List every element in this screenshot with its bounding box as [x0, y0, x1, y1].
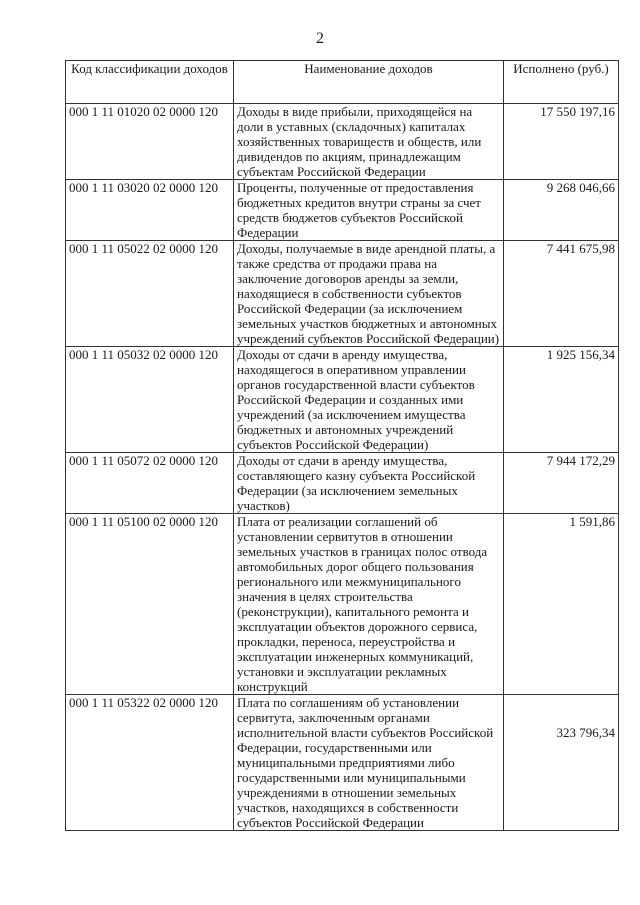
row-name: Доходы в виде прибыли, приходящейся на доли в уставных (складочных) капиталах хозяйственных товариществ и обществ, или дивидендов по акциям, принадлежащим субъектам Российской Федерации	[234, 104, 504, 180]
row-name: Доходы от сдачи в аренду имущества, составляющего казну субъекта Российской Федерации (за исключением земельных участков)	[234, 453, 504, 514]
row-code: 000 1 11 01020 02 0000 120	[66, 104, 234, 180]
header-name: Наименование доходов	[234, 61, 504, 104]
table-row	[66, 453, 619, 514]
table-row	[66, 695, 619, 831]
table-row	[66, 241, 619, 347]
table-row	[66, 514, 619, 695]
row-name: Плата по соглашениям об установлении сервитута, заключенным органами исполнительной власти субъектов Российской Федерации, государственными или муниципальными предприятиями либо государственными или муниципальными учреждениями в отношении земельных участков, находящихся в собственности субъектов Российской Федерации	[234, 695, 504, 831]
row-name: Доходы от сдачи в аренду имущества, находящегося в оперативном управлении органов государственной власти субъектов Российской Федерации и созданных ими учреждений (за исключением имущества бюджетных и автономных учреждений субъектов Российской Федерации)	[234, 347, 504, 453]
table-row	[66, 104, 619, 180]
row-sum: 7 441 675,98	[504, 241, 619, 347]
row-name: Доходы, получаемые в виде арендной платы, а также средства от продажи права на заключение договоров аренды за земли, находящиеся в собственности субъектов Российской Федерации (за исключением земельных участков бюджетных и автономных учреждений субъектов Российской Федерации)	[234, 241, 504, 347]
row-sum: 323 796,34	[504, 695, 619, 831]
income-table	[65, 60, 619, 831]
header-code: Код классификации доходов	[66, 61, 234, 104]
row-sum: 9 268 046,66	[504, 180, 619, 241]
table-row	[66, 180, 619, 241]
row-name: Проценты, полученные от предоставления бюджетных кредитов внутри страны за счет средств бюджетов субъектов Российской Федерации	[234, 180, 504, 241]
row-sum: 7 944 172,29	[504, 453, 619, 514]
row-code: 000 1 11 05322 02 0000 120	[66, 695, 234, 831]
row-name: Плата от реализации соглашений об установлении сервитутов в отношении земельных участков в границах полос отвода автомобильных дорог общего пользования регионального или межмуниципального значения в целях строительства (реконструкции), капитального ремонта и эксплуатации объектов дорожного сервиса, прокладки, переноса, переустройства и эксплуатации инженерных коммуникаций, установки и эксплуатации рекламных конструкций	[234, 514, 504, 695]
row-sum: 1 925 156,34	[504, 347, 619, 453]
table-header-row	[66, 61, 619, 104]
page-number: 2	[316, 30, 324, 47]
row-code: 000 1 11 03020 02 0000 120	[66, 180, 234, 241]
row-sum: 1 591,86	[504, 514, 619, 695]
row-sum: 17 550 197,16	[504, 104, 619, 180]
row-code: 000 1 11 05022 02 0000 120	[66, 241, 234, 347]
row-code: 000 1 11 05100 02 0000 120	[66, 514, 234, 695]
header-sum: Исполнено (руб.)	[504, 61, 619, 104]
row-code: 000 1 11 05032 02 0000 120	[66, 347, 234, 453]
row-code: 000 1 11 05072 02 0000 120	[66, 453, 234, 514]
table-row	[66, 347, 619, 453]
